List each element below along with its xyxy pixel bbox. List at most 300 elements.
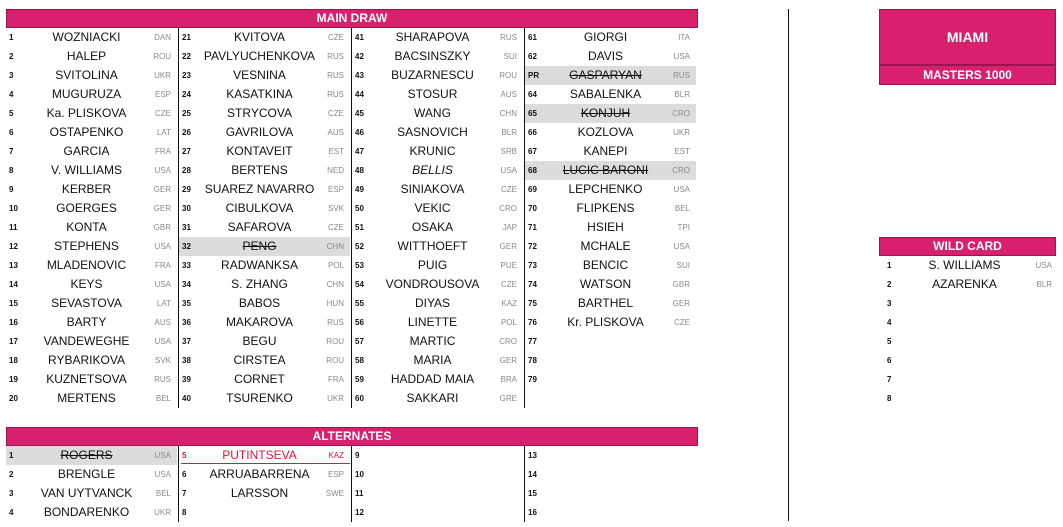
player-country: RUS bbox=[154, 375, 171, 384]
player-entry bbox=[179, 370, 350, 389]
player-country: FRA bbox=[328, 375, 344, 384]
player-entry bbox=[352, 484, 523, 503]
player-entry bbox=[6, 313, 177, 332]
player-country: SVK bbox=[327, 204, 344, 213]
player-name: PAVLYUCHENKOVA bbox=[203, 49, 316, 63]
player-entry bbox=[352, 275, 523, 294]
player-column bbox=[352, 446, 525, 522]
player-name: CIRSTEA bbox=[233, 353, 286, 367]
player-entry bbox=[352, 370, 523, 389]
player-name: GIORGI bbox=[583, 30, 628, 44]
player-entry bbox=[179, 218, 350, 237]
player-name: DAVIS bbox=[587, 49, 624, 63]
player-entry bbox=[6, 180, 177, 199]
entry-number: 31 bbox=[182, 223, 191, 232]
player-name: KERBER bbox=[61, 182, 112, 196]
player-country: BEL bbox=[155, 394, 171, 403]
section-divider bbox=[788, 9, 789, 521]
wild-card-entry bbox=[879, 313, 1056, 332]
player-country: TPI bbox=[677, 223, 690, 232]
entry-number: 64 bbox=[528, 90, 537, 99]
player-name: AZARENKA bbox=[932, 277, 997, 291]
player-name: KVITOVA bbox=[234, 30, 285, 44]
player-name: PUTINTSEVA bbox=[222, 448, 297, 462]
player-entry bbox=[525, 218, 696, 237]
player-entry bbox=[352, 199, 523, 218]
player-country: SWE bbox=[325, 489, 344, 498]
player-name: ARRUABARRENA bbox=[209, 467, 310, 481]
player-entry bbox=[179, 28, 350, 47]
player-name: KEYS bbox=[70, 277, 103, 291]
entry-number: 13 bbox=[528, 451, 537, 460]
player-country: FRA bbox=[155, 147, 171, 156]
player-name: BEGU bbox=[242, 334, 277, 348]
player-entry bbox=[6, 85, 177, 104]
player-country: KAZ bbox=[328, 451, 344, 460]
player-country: HUN bbox=[326, 299, 344, 308]
player-country: CZE bbox=[501, 185, 517, 194]
entry-number: 5 bbox=[887, 337, 892, 346]
player-country: CZE bbox=[501, 280, 517, 289]
player-country: BLR bbox=[1036, 280, 1052, 289]
player-entry bbox=[525, 294, 696, 313]
entry-number: 29 bbox=[182, 185, 191, 194]
player-name: PENG bbox=[242, 239, 277, 253]
player-name: S. WILLIAMS bbox=[928, 258, 1001, 272]
entry-number: 60 bbox=[355, 394, 364, 403]
player-entry bbox=[352, 28, 523, 47]
player-entry bbox=[352, 256, 523, 275]
entry-number: 76 bbox=[528, 318, 537, 327]
player-entry bbox=[525, 123, 696, 142]
player-name: MUGURUZA bbox=[51, 87, 122, 101]
player-entry bbox=[179, 389, 350, 408]
player-country: RUS bbox=[327, 52, 344, 61]
player-name: LUCIC BARONI bbox=[562, 163, 649, 177]
player-name: BARTHEL bbox=[577, 296, 634, 310]
player-entry bbox=[525, 351, 696, 370]
entry-number: 2 bbox=[9, 470, 14, 479]
player-entry bbox=[179, 313, 350, 332]
player-name: BACSINSZKY bbox=[394, 49, 471, 63]
player-name: KONJUH bbox=[580, 106, 631, 120]
player-country: ROU bbox=[499, 71, 517, 80]
player-entry bbox=[352, 66, 523, 85]
player-country: GER bbox=[153, 204, 171, 213]
entry-number: 12 bbox=[355, 508, 364, 517]
player-entry bbox=[352, 389, 523, 408]
entry-number: 71 bbox=[528, 223, 537, 232]
entry-number: 8 bbox=[9, 166, 14, 175]
player-name: Ka. PLISKOVA bbox=[46, 106, 127, 120]
player-entry bbox=[6, 465, 177, 484]
entry-number: 53 bbox=[355, 261, 364, 270]
player-name: LARSSON bbox=[230, 486, 289, 500]
wild-card-list bbox=[879, 256, 1056, 408]
player-country: USA bbox=[673, 242, 690, 251]
player-entry bbox=[179, 503, 350, 522]
entry-number: 73 bbox=[528, 261, 537, 270]
player-entry bbox=[352, 351, 523, 370]
player-entry bbox=[352, 161, 523, 180]
entry-number: 4 bbox=[9, 90, 14, 99]
entry-number: 9 bbox=[9, 185, 14, 194]
player-country: JAP bbox=[502, 223, 517, 232]
player-country: POL bbox=[500, 318, 517, 327]
entry-number: 16 bbox=[9, 318, 18, 327]
entry-number: 35 bbox=[182, 299, 191, 308]
wild-card-entry bbox=[879, 294, 1056, 313]
player-name: LEPCHENKO bbox=[568, 182, 643, 196]
entry-number: 15 bbox=[528, 489, 537, 498]
entry-number: 20 bbox=[9, 394, 18, 403]
player-entry bbox=[179, 294, 350, 313]
player-entry bbox=[179, 275, 350, 294]
entry-number: 42 bbox=[355, 52, 364, 61]
player-entry bbox=[6, 503, 177, 522]
entry-number: 39 bbox=[182, 375, 191, 384]
player-name: HALEP bbox=[66, 49, 107, 63]
player-country: UKR bbox=[327, 394, 344, 403]
player-entry bbox=[525, 484, 696, 503]
player-name: VANDEWEGHE bbox=[43, 334, 130, 348]
entry-number: 75 bbox=[528, 299, 537, 308]
player-name: SINIAKOVA bbox=[400, 182, 465, 196]
player-country: LAT bbox=[156, 299, 171, 308]
entry-number: 47 bbox=[355, 147, 364, 156]
player-country: FRA bbox=[155, 261, 171, 270]
player-entry bbox=[525, 47, 696, 66]
entry-number: 18 bbox=[9, 356, 18, 365]
entry-number: 1 bbox=[887, 261, 892, 270]
entry-number: 52 bbox=[355, 242, 364, 251]
entry-number: 70 bbox=[528, 204, 537, 213]
player-column bbox=[525, 446, 698, 522]
player-country: CHN bbox=[326, 280, 344, 289]
player-name: BELLIS bbox=[412, 163, 453, 177]
player-name: WATSON bbox=[579, 277, 632, 291]
player-entry bbox=[352, 218, 523, 237]
player-entry bbox=[179, 85, 350, 104]
player-column bbox=[6, 446, 179, 522]
player-country: GER bbox=[672, 299, 690, 308]
entry-number: 79 bbox=[528, 375, 537, 384]
player-entry bbox=[179, 256, 350, 275]
entry-number: 24 bbox=[182, 90, 191, 99]
entry-number: 2 bbox=[9, 52, 14, 61]
player-entry bbox=[6, 484, 177, 503]
player-country: USA bbox=[154, 470, 171, 479]
player-name: PUIG bbox=[417, 258, 448, 272]
entry-number: 48 bbox=[355, 166, 364, 175]
player-entry bbox=[179, 351, 350, 370]
player-name: SUAREZ NAVARRO bbox=[204, 182, 315, 196]
player-name: ROGERS bbox=[60, 448, 113, 462]
player-country: UKR bbox=[673, 128, 690, 137]
entry-number: 3 bbox=[9, 71, 14, 80]
player-entry bbox=[352, 294, 523, 313]
player-name: WOZNIACKI bbox=[52, 30, 121, 44]
player-country: KAZ bbox=[501, 299, 517, 308]
entry-number: 11 bbox=[9, 223, 18, 232]
wild-card-entry bbox=[879, 275, 1056, 294]
player-country: UKR bbox=[154, 508, 171, 517]
player-name: HSIEH bbox=[587, 220, 624, 234]
player-country: CHN bbox=[499, 109, 517, 118]
entry-number: 1 bbox=[9, 33, 14, 42]
player-entry bbox=[525, 446, 696, 465]
player-name: S. ZHANG bbox=[231, 277, 288, 291]
player-entry bbox=[179, 484, 350, 503]
player-entry bbox=[525, 237, 696, 256]
player-country: BLR bbox=[501, 128, 517, 137]
player-name: SABALENKA bbox=[569, 87, 642, 101]
player-entry bbox=[179, 332, 350, 351]
player-country: RUS bbox=[327, 90, 344, 99]
player-name: MERTENS bbox=[57, 391, 116, 405]
player-entry bbox=[6, 389, 177, 408]
entry-number: 7 bbox=[887, 375, 892, 384]
player-name: KUZNETSOVA bbox=[46, 372, 127, 386]
player-country: ROU bbox=[153, 52, 171, 61]
player-country: CHN bbox=[326, 242, 344, 251]
player-country: SRB bbox=[500, 147, 517, 156]
player-country: GER bbox=[499, 356, 517, 365]
player-entry bbox=[179, 123, 350, 142]
entry-number: 4 bbox=[887, 318, 892, 327]
tournament-category: MASTERS 1000 bbox=[879, 65, 1056, 85]
player-entry bbox=[525, 85, 696, 104]
entry-number: 8 bbox=[887, 394, 892, 403]
player-name: OSTAPENKO bbox=[49, 125, 124, 139]
player-entry bbox=[179, 66, 350, 85]
player-name: SHARAPOVA bbox=[395, 30, 470, 44]
player-name: BONDARENKO bbox=[43, 505, 130, 519]
wild-card-header: WILD CARD bbox=[879, 237, 1056, 256]
entry-number: 5 bbox=[182, 451, 187, 460]
entry-number: 43 bbox=[355, 71, 364, 80]
player-country: ESP bbox=[327, 185, 344, 194]
wild-card-entry bbox=[879, 389, 1056, 408]
entry-number: 5 bbox=[9, 109, 14, 118]
player-country: EST bbox=[674, 147, 690, 156]
entry-number: 19 bbox=[9, 375, 18, 384]
player-entry bbox=[525, 370, 696, 389]
player-entry bbox=[525, 465, 696, 484]
player-name: BARTY bbox=[66, 315, 107, 329]
player-entry bbox=[525, 104, 696, 123]
alternates-header: ALTERNATES bbox=[6, 427, 698, 446]
player-name: VESNINA bbox=[233, 68, 286, 82]
entry-number: 66 bbox=[528, 128, 537, 137]
player-entry bbox=[179, 237, 350, 256]
player-name: RYBARIKOVA bbox=[48, 353, 125, 367]
entry-number: 61 bbox=[528, 33, 537, 42]
player-entry bbox=[525, 256, 696, 275]
player-country: ROU bbox=[326, 337, 344, 346]
player-country: CZE bbox=[155, 109, 171, 118]
player-name: SAFAROVA bbox=[227, 220, 292, 234]
entry-number: 33 bbox=[182, 261, 191, 270]
player-country: EST bbox=[328, 147, 344, 156]
player-name: STOSUR bbox=[407, 87, 458, 101]
player-name: GASPARYAN bbox=[569, 68, 642, 82]
player-country: BLR bbox=[674, 90, 690, 99]
player-country: ITA bbox=[678, 33, 690, 42]
player-country: RUS bbox=[327, 71, 344, 80]
entry-number: 23 bbox=[182, 71, 191, 80]
player-country: CRO bbox=[499, 204, 517, 213]
entry-number: 50 bbox=[355, 204, 364, 213]
player-entry bbox=[179, 47, 350, 66]
player-entry bbox=[352, 332, 523, 351]
entry-number: 74 bbox=[528, 280, 537, 289]
player-entry bbox=[352, 237, 523, 256]
entry-number: 6 bbox=[887, 356, 892, 365]
entry-number: 4 bbox=[9, 508, 14, 517]
player-entry bbox=[6, 294, 177, 313]
player-name: Kr. PLISKOVA bbox=[567, 315, 644, 329]
entry-number: 7 bbox=[182, 489, 187, 498]
player-entry bbox=[179, 446, 350, 465]
player-country: ROU bbox=[326, 356, 344, 365]
entry-number: 3 bbox=[887, 299, 892, 308]
player-name: LINETTE bbox=[407, 315, 458, 329]
entry-number: 56 bbox=[355, 318, 364, 327]
player-country: ESP bbox=[154, 90, 171, 99]
player-name: BUZARNESCU bbox=[391, 68, 474, 82]
player-name: SASNOVICH bbox=[397, 125, 468, 139]
player-name: GOERGES bbox=[56, 201, 117, 215]
player-country: GER bbox=[499, 242, 517, 251]
player-name: KRUNIC bbox=[409, 144, 456, 158]
player-entry bbox=[179, 161, 350, 180]
entry-number: 54 bbox=[355, 280, 364, 289]
player-country: SUI bbox=[503, 52, 517, 61]
player-country: CRO bbox=[672, 109, 690, 118]
player-entry bbox=[6, 123, 177, 142]
entry-number: 45 bbox=[355, 109, 364, 118]
player-entry bbox=[525, 161, 696, 180]
player-country: DAN bbox=[154, 33, 171, 42]
player-name: CIBULKOVA bbox=[225, 201, 294, 215]
player-name: KONTA bbox=[66, 220, 107, 234]
entry-number: 38 bbox=[182, 356, 191, 365]
player-entry bbox=[6, 351, 177, 370]
player-country: USA bbox=[673, 185, 690, 194]
main-draw-grid bbox=[6, 28, 698, 408]
entry-number: 32 bbox=[182, 242, 191, 251]
player-entry bbox=[6, 218, 177, 237]
player-name: VAN UYTVANCK bbox=[40, 486, 133, 500]
entry-number: 26 bbox=[182, 128, 191, 137]
entry-number: 36 bbox=[182, 318, 191, 327]
player-entry bbox=[6, 142, 177, 161]
entry-number: 15 bbox=[9, 299, 18, 308]
player-country: CRO bbox=[499, 337, 517, 346]
player-country: AUS bbox=[327, 128, 344, 137]
player-entry bbox=[525, 275, 696, 294]
player-country: GER bbox=[153, 185, 171, 194]
entry-number: 6 bbox=[9, 128, 14, 137]
entry-number: 34 bbox=[182, 280, 191, 289]
player-name: OSAKA bbox=[411, 220, 454, 234]
player-entry bbox=[179, 104, 350, 123]
player-entry bbox=[352, 85, 523, 104]
player-country: BRA bbox=[500, 375, 517, 384]
player-name: WITTHOEFT bbox=[397, 239, 468, 253]
player-name: VEKIC bbox=[414, 201, 451, 215]
player-name: MCHALE bbox=[580, 239, 631, 253]
player-country: RUS bbox=[500, 33, 517, 42]
player-name: KONTAVEIT bbox=[226, 144, 293, 158]
player-name: FLIPKENS bbox=[576, 201, 635, 215]
player-country: USA bbox=[154, 166, 171, 175]
player-country: LAT bbox=[156, 128, 171, 137]
player-country: USA bbox=[154, 242, 171, 251]
wild-card-entry bbox=[879, 332, 1056, 351]
player-entry bbox=[6, 28, 177, 47]
entry-number: 44 bbox=[355, 90, 364, 99]
player-entry bbox=[352, 104, 523, 123]
entry-number: 14 bbox=[9, 280, 18, 289]
player-country: BEL bbox=[155, 489, 171, 498]
player-name: BERTENS bbox=[231, 163, 288, 177]
player-entry bbox=[6, 370, 177, 389]
player-entry bbox=[352, 142, 523, 161]
entry-number: 2 bbox=[887, 280, 892, 289]
player-entry bbox=[179, 142, 350, 161]
player-entry bbox=[352, 446, 523, 465]
player-name: BABOS bbox=[238, 296, 281, 310]
player-name: SEVASTOVA bbox=[51, 296, 122, 310]
entry-number: 67 bbox=[528, 147, 537, 156]
player-column bbox=[525, 28, 698, 408]
player-entry bbox=[525, 66, 696, 85]
player-country: CZE bbox=[328, 33, 344, 42]
player-country: UKR bbox=[154, 71, 171, 80]
player-country: GRE bbox=[499, 394, 517, 403]
player-column bbox=[6, 28, 179, 408]
entry-number: 59 bbox=[355, 375, 364, 384]
player-country: CZE bbox=[328, 109, 344, 118]
player-name: SVITOLINA bbox=[55, 68, 118, 82]
entry-number: 57 bbox=[355, 337, 364, 346]
entry-number: 14 bbox=[528, 470, 537, 479]
entry-number: 49 bbox=[355, 185, 364, 194]
player-name: KASATKINA bbox=[226, 87, 293, 101]
player-name: BENCIC bbox=[582, 258, 629, 272]
entry-number: 7 bbox=[9, 147, 14, 156]
entry-number: 78 bbox=[528, 356, 537, 365]
entry-number: 68 bbox=[528, 166, 537, 175]
player-name: SAKKARI bbox=[406, 391, 459, 405]
player-entry bbox=[525, 142, 696, 161]
player-country: BEL bbox=[674, 204, 690, 213]
player-country: GBR bbox=[153, 223, 171, 232]
player-entry bbox=[525, 313, 696, 332]
player-name: WANG bbox=[414, 106, 451, 120]
player-country: CRO bbox=[672, 166, 690, 175]
player-entry bbox=[352, 47, 523, 66]
player-name: GARCIA bbox=[63, 144, 110, 158]
player-country: AUS bbox=[500, 90, 517, 99]
player-name: MAKAROVA bbox=[225, 315, 294, 329]
player-name: HADDAD MAIA bbox=[390, 372, 475, 386]
entry-number: 13 bbox=[9, 261, 18, 270]
player-entry bbox=[6, 161, 177, 180]
player-entry bbox=[352, 180, 523, 199]
